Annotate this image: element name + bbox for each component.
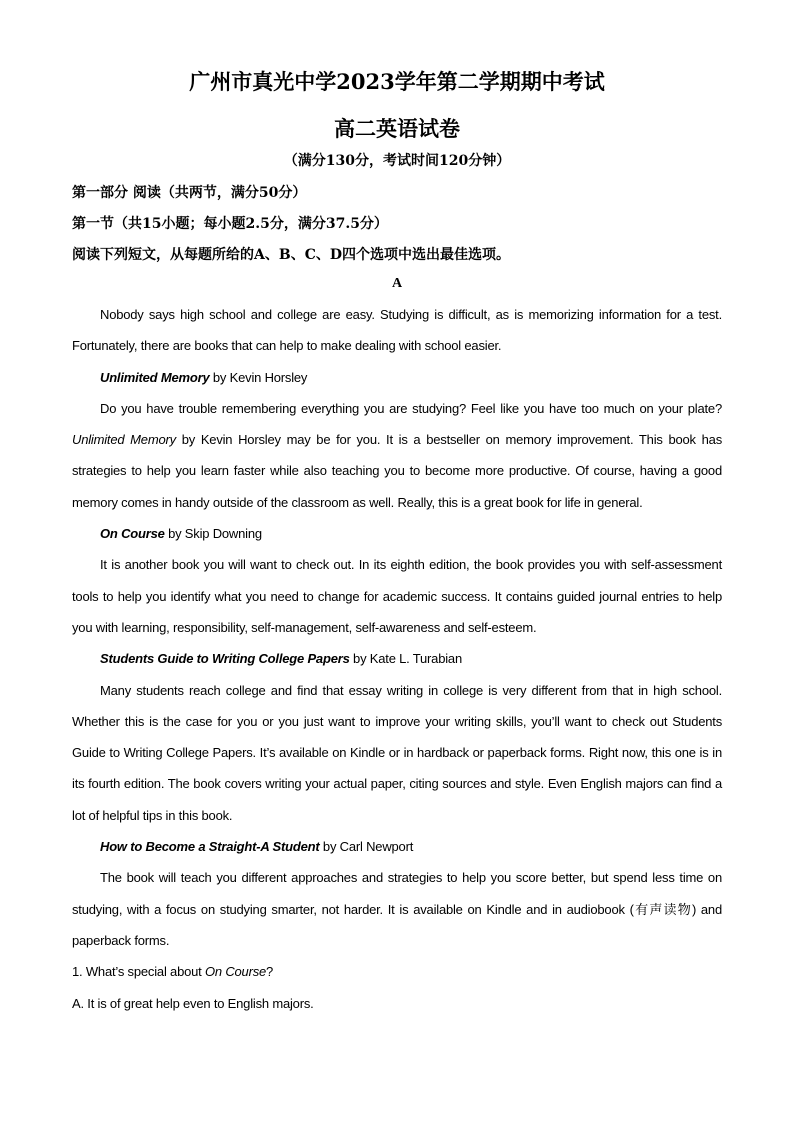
section-heading: 第一节（共15小题；每小题2.5分，满分37.5分） [72,216,388,232]
exam-title: 广州市真光中学2023学年第二学期期中考试 [189,69,605,94]
book-title: Unlimited Memory [100,369,210,385]
passage-label: A [391,276,403,291]
book-title: Students Guide to Writing College Papers [100,651,350,667]
book-description-lead: Do you have trouble remembering everything you are studying? Feel like you have too much on your plate? [100,400,722,416]
book-title: On Course [100,526,165,542]
book-description: It is another book you will want to check out. In its eighth edition, the book provides you with self-assessment tools to help you identify what you need to change for academic success. It contains guided journal entries to help you with learning, responsibility, self-management, self-awareness and self-esteem. [72,557,722,635]
book-heading [72,362,722,393]
question-stem [72,956,722,987]
question-option-a[interactable]: A. It is of great help even to English majors. [72,995,314,1011]
book-author: by Kevin Horsley [209,369,308,385]
book-description-title: Unlimited Memory [72,432,176,448]
book-heading [72,643,722,674]
book-description-rest: by Kevin Horsley may be for you. It is a bestseller on memory improvement. This book has strategies to help you learn faster while also teaching you to become more productive. Of course, having a good memory comes in handy outside of the classroom as well. Really, this is a great book for life in general. [72,432,722,510]
exam-subtitle: 高二英语试卷 [334,116,460,141]
book-title: How to Become a Straight-A Student [100,839,320,855]
part-heading: 第一部分 阅读（共两节，满分50分） [72,185,307,201]
book-heading [72,831,722,862]
book-author: by Kate L. Turabian [349,651,462,667]
book-author: by Carl Newport [319,839,414,855]
book-description [72,393,722,518]
question-stem-title: On Course [204,964,267,980]
book-description: The book will teach you different approaches and strategies to help you score better, but spend less time on studying, with a focus on studying smarter, not harder. It is available on Kindle and in audiobook (有声读物) and paperback forms. [72,870,722,948]
book-author: by Skip Downing [164,526,262,542]
passage-intro: Nobody says high school and college are easy. Studying is difficult, as is memorizing information for a test. Fortunately, there are books that can help to make dealing with school easier. [72,307,722,354]
book-heading [72,518,722,549]
passage-body [72,299,722,1019]
exam-note: （满分130分，考试时间120分钟） [283,153,511,169]
question-stem-suffix: ? [266,964,274,980]
question-stem-prefix: 1. What’s special about [72,964,205,980]
book-description: Many students reach college and find that essay writing in college is very different from that in high school. Whether this is the case for you or you just want to improve your writing skills, you’ll want to check out Students Guide to Writing College Papers. It’s available on Kindle or in hardback or paperback forms. Right now, this one is in its fourth edition. The book covers writing your actual paper, citing sources and style. Even English majors can find a lot of helpful tips in this book. [72,682,722,823]
instruction-text: 阅读下列短文，从每题所给的A、B、C、D四个选项中选出最佳选项。 [72,247,510,263]
